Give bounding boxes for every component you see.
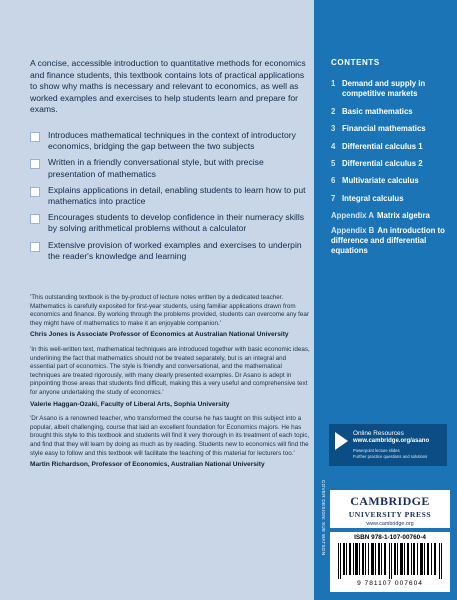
online-resource-item: Powerpoint lecture slides: [353, 448, 400, 453]
cover-design-credit: COVER DESIGN: SUE WATSON: [321, 480, 326, 556]
table-of-contents: [331, 58, 451, 261]
chapter-entry: 1 Demand and supply in competitive markets: [331, 79, 426, 99]
feature-list: [30, 130, 310, 267]
chapter-entry: 4 Differential calculus 1: [331, 141, 423, 151]
online-resource-item: Further practice questions and solutions: [353, 454, 428, 459]
chapter-entry: 3 Financial mathematics: [331, 124, 426, 134]
barcode-digits: 9 781107 007604: [357, 580, 423, 587]
online-resources-box: [329, 424, 447, 466]
bullet-square-icon: [30, 187, 40, 197]
feature-item: Explains applications in detail, enabling students to learn how to put mathematics into practice: [30, 185, 310, 207]
barcode-block: [330, 532, 450, 592]
intro-paragraph: A concise, accessible introduction to quantitative methods for economics and finance students, this textbook contains lots of practical applications to show why maths is necessary and relevant to economics, as well as worked examples and exercises to help students learn and prepare for exams.: [30, 58, 306, 115]
feature-item: Encourages students to develop confidence in their numeracy skills by solving arithmetical problems without a calculator: [30, 212, 310, 234]
bullet-square-icon: [30, 242, 40, 252]
quote-text: 'This outstanding textbook is the by-product of lecture notes written by a dedicated teacher. Mathematics is carefully exposited for first-year students, using familiar applications drawn from economics and finance. By working through the problems provided, students can overcome any fear they might have of mathematics to make it an enjoyable companion.': [30, 294, 309, 327]
isbn-label: ISBN 978-1-107-00760-4: [354, 534, 426, 541]
chapter-entry: 2 Basic mathematics: [331, 106, 413, 116]
quote-text: 'In this well-written text, mathematical techniques are introduced together with basic economic ideas, underlining the fact that mathematics should not be treated separately, but is an integral and essential part of economics. The style is friendly and conversational, and the mathematical techniques are treated rigorously, with many clearly presented examples. Dr Asano is adept in pinpointing those areas that students find difficult, making this a very useful and comprehensive text for anyone undertaking the study of economics.': [30, 345, 310, 396]
quote-attribution: Valerie Haggan-Ozaki, Faculty of Liberal Arts, Sophia University: [30, 400, 230, 408]
online-resources-heading: Online Resources: [353, 430, 404, 437]
barcode-icon: [336, 543, 444, 579]
online-resources-url[interactable]: www.cambridge.org/asano: [353, 438, 430, 444]
quote-attribution: Martin Richardson, Professor of Economics, Australian National University: [30, 461, 265, 469]
feature-item: Introduces mathematical techniques in the context of introductory economics, bridging the gap between the two subjects: [30, 130, 310, 152]
quote-text: 'Dr Asano is a renowned teacher, who transformed the course he has taught on this subject into a popular, albeit challenging, course that laid an excellent foundation for Economics majors. He has brought this style to this textbook and students will find it very thorough in its treatment of each topic, and find that they will learn by doing as much as by reading. Students new to economics will find the style easy to follow and this textbook will facilitate the teaching of this material for lecturers too.': [30, 415, 310, 457]
feature-item: Extensive provision of worked examples and exercises to underpin the reader's knowledge and learning: [30, 240, 310, 262]
feature-item: Written in a friendly conversational style, but with precise presentation of mathematics: [30, 157, 310, 179]
chapter-entry: 6 Multivariate calculus: [331, 176, 419, 186]
chapter-entry: 5 Differential calculus 2: [331, 159, 423, 169]
bullet-square-icon: [30, 159, 40, 169]
publisher-url: www.cambridge.org: [366, 521, 414, 527]
bullet-square-icon: [30, 132, 40, 142]
arrow-right-icon: [335, 432, 348, 450]
appendix-entry: Appendix A Matrix algebra: [331, 211, 430, 221]
chapter-entry: 7 Integral calculus: [331, 193, 404, 203]
quote-attribution: Chris Jones is Associate Professor of Economics at Australian National University: [30, 331, 289, 339]
endorsements: [30, 294, 310, 476]
contents-heading: CONTENTS: [331, 58, 380, 67]
publisher-logo: CAMBRIDGE UNIVERSITY PRESS www.cambridge.org: [330, 490, 450, 528]
appendix-entry: Appendix B An introduction to difference and differential equations: [331, 225, 445, 256]
bullet-square-icon: [30, 214, 40, 224]
